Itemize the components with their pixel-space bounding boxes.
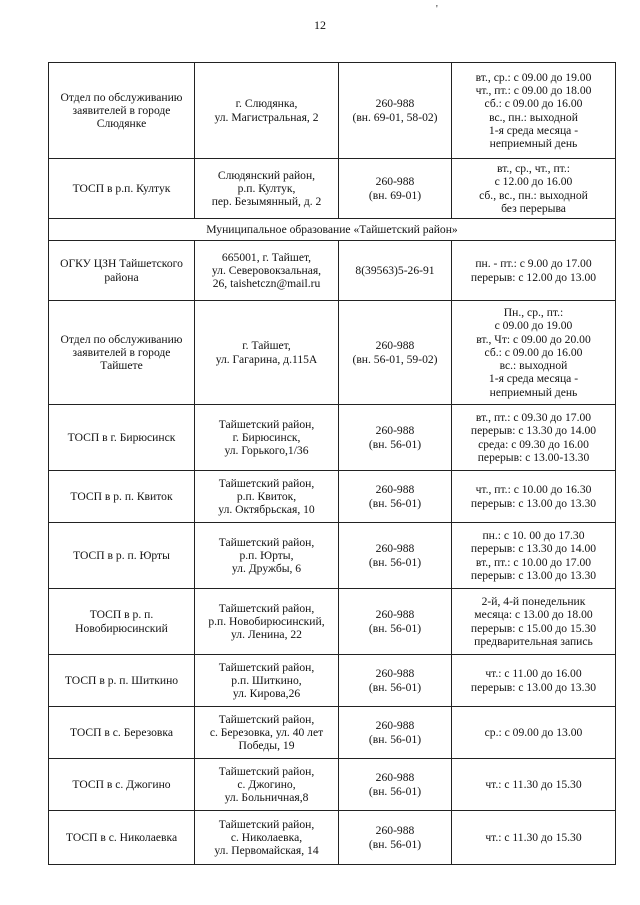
section-header-row: [49, 219, 616, 241]
office-address-line: ул. Кирова,26: [232, 687, 301, 701]
office-address-cell: [195, 63, 339, 159]
office-hours-line: 2-й, 4-й понедельник: [481, 594, 586, 608]
office-row: [49, 301, 616, 405]
office-row: [49, 63, 616, 159]
office-name-line: ТОСП в р. п.: [89, 608, 154, 622]
office-phone-line: 260-988: [375, 175, 415, 189]
office-address-line: ул. Гагарина, д.115А: [215, 352, 318, 366]
office-phone-line: (вн. 56-01, 59-02): [352, 352, 438, 366]
office-phone-cell: [339, 471, 452, 523]
office-address-line: ул. Больничная,8: [224, 791, 309, 805]
office-hours-line: пн.: с 10. 00 до 17.30: [482, 528, 585, 542]
office-hours-line: 1-я среда месяца -: [488, 123, 579, 137]
office-hours-line: перерыв: с 13.00-13.30: [477, 450, 590, 464]
office-hours-line: вт., ср., чт., пт.:: [497, 161, 570, 175]
office-address-line: г. Бирюсинск,: [232, 430, 301, 444]
office-name-line: заявителей в городе: [72, 345, 171, 359]
office-phone-cell: [339, 759, 452, 811]
office-hours-cell: [452, 63, 616, 159]
office-phone-cell: [339, 63, 452, 159]
office-name-cell: [49, 63, 195, 159]
office-hours-line: перерыв: с 13.30 до 14.00: [470, 424, 597, 438]
office-name-cell: [49, 301, 195, 405]
office-address-cell: [195, 707, 339, 759]
office-row: [49, 471, 616, 523]
office-hours-line: вт., пт.: с 09.30 до 17.00: [475, 410, 592, 424]
office-address-cell: [195, 759, 339, 811]
office-phone-line: 260-988: [375, 824, 415, 838]
office-hours-line: неприемный день: [489, 385, 578, 399]
office-hours-line: чт.: с 11.30 до 15.30: [485, 777, 582, 791]
office-phone-line: (вн. 56-01): [368, 784, 422, 798]
office-phone-line: (вн. 56-01): [368, 437, 422, 451]
office-hours-cell: [452, 159, 616, 219]
office-name-cell: [49, 707, 195, 759]
office-hours-line: вт., ср.: с 09.00 до 19.00: [475, 70, 592, 84]
office-address-line: Тайшетский район,: [218, 660, 315, 674]
office-phone-line: (вн. 69-01): [368, 188, 422, 202]
office-row: [49, 811, 616, 865]
office-name-line: ТОСП в с. Николаевка: [65, 830, 178, 844]
office-hours-line: месяца: с 13.00 до 18.00: [474, 608, 593, 622]
office-address-line: пер. Безымянный, д. 2: [211, 195, 322, 209]
office-name-cell: [49, 589, 195, 655]
office-address-cell: [195, 589, 339, 655]
office-phone-line: 260-988: [375, 667, 415, 681]
offices-table: [48, 62, 616, 865]
office-phone-line: 260-988: [375, 542, 415, 556]
office-address-line: ул. Октябрьская, 10: [218, 503, 315, 517]
office-phone-cell: [339, 159, 452, 219]
office-address-line: р.п. Квиток,: [236, 489, 297, 503]
office-hours-line: чт., пт.: с 10.00 до 16.30: [475, 483, 592, 497]
office-name-line: ТОСП в с. Березовка: [69, 725, 174, 739]
office-row: [49, 707, 616, 759]
office-address-line: Тайшетский район,: [218, 817, 315, 831]
office-address-line: ул. Магистральная, 2: [214, 110, 319, 124]
office-row: [49, 655, 616, 707]
office-phone-line: 8(39563)5-26-91: [355, 263, 435, 277]
office-hours-line: перерыв: с 13.00 до 13.30: [470, 680, 597, 694]
office-address-line: Тайшетский район,: [218, 535, 315, 549]
office-phone-line: 260-988: [375, 483, 415, 497]
office-phone-cell: [339, 811, 452, 865]
office-address-line: ул. Дружбы, 6: [231, 562, 302, 576]
office-address-line: р.п. Новобирюсинский,: [208, 614, 325, 628]
office-name-line: ТОСП в г. Бирюсинск: [67, 430, 176, 444]
office-name-line: ТОСП в с. Джогино: [72, 777, 171, 791]
office-hours-line: вс.: выходной: [499, 359, 568, 373]
office-hours-cell: [452, 811, 616, 865]
office-hours-line: перерыв: с 13.00 до 13.30: [470, 568, 597, 582]
office-address-line: Победы, 19: [238, 739, 295, 753]
office-address-line: р.п. Шиткино,: [231, 673, 302, 687]
office-name-line: Тайшете: [100, 359, 143, 373]
office-address-line: ул. Северовокзальная,: [211, 263, 322, 277]
office-address-line: ул. Ленина, 22: [231, 628, 302, 642]
office-hours-cell: [452, 707, 616, 759]
office-hours-cell: [452, 301, 616, 405]
office-address-line: Тайшетский район,: [218, 712, 315, 726]
office-hours-line: перерыв: с 13.30 до 14.00: [470, 542, 597, 556]
office-hours-line: среда: с 09.30 до 16.00: [478, 437, 589, 451]
office-hours-cell: [452, 241, 616, 301]
office-address-line: Тайшетский район,: [218, 601, 315, 615]
office-address-line: Слюдянский район,: [217, 168, 316, 182]
office-address-line: ул. Первомайская, 14: [214, 844, 319, 858]
office-hours-line: перерыв: с 13.00 до 13.30: [470, 496, 597, 510]
section-title: Муниципальное образование «Тайшетский район»: [49, 219, 616, 241]
office-address-line: Тайшетский район,: [218, 476, 315, 490]
office-name-cell: [49, 811, 195, 865]
office-hours-line: без перерыва: [501, 201, 566, 215]
office-phone-line: 260-988: [375, 339, 415, 353]
office-name-cell: [49, 759, 195, 811]
office-phone-line: 260-988: [375, 719, 415, 733]
office-phone-line: (вн. 56-01): [368, 680, 422, 694]
office-address-cell: [195, 159, 339, 219]
office-address-cell: [195, 471, 339, 523]
office-hours-line: перерыв: с 12.00 до 13.00: [470, 270, 597, 284]
office-address-cell: [195, 241, 339, 301]
office-hours-line: сб., вс., пн.: выходной: [479, 188, 588, 202]
office-row: [49, 523, 616, 589]
office-phone-line: (вн. 56-01): [368, 837, 422, 851]
office-address-cell: [195, 523, 339, 589]
office-hours-line: чт.: с 11.00 до 16.00: [485, 667, 582, 681]
office-phone-cell: [339, 655, 452, 707]
office-name-cell: [49, 405, 195, 471]
office-address-line: с. Джогино,: [237, 777, 296, 791]
office-address-cell: [195, 655, 339, 707]
office-row: [49, 405, 616, 471]
office-phone-line: (вн. 56-01): [368, 732, 422, 746]
office-hours-cell: [452, 655, 616, 707]
office-name-line: Слюдянке: [96, 117, 147, 131]
office-name-line: Новобирюсинский: [75, 621, 168, 635]
office-hours-line: предварительная запись: [474, 634, 593, 648]
office-hours-cell: [452, 759, 616, 811]
office-hours-cell: [452, 523, 616, 589]
office-hours-line: сб.: с 09.00 до 16.00: [484, 345, 583, 359]
office-phone-line: (вн. 56-01): [368, 621, 422, 635]
page-number: 12: [314, 18, 326, 32]
office-hours-line: вт., пт.: с 10.00 до 17.00: [475, 555, 592, 569]
office-name-line: Отдел по обслуживанию: [60, 332, 183, 346]
office-name-cell: [49, 241, 195, 301]
office-hours-line: неприемный день: [489, 137, 578, 151]
office-name-line: района: [104, 270, 139, 284]
office-address-line: г. Тайшет,: [242, 339, 291, 353]
office-address-cell: [195, 405, 339, 471]
office-address-line: с. Березовка, ул. 40 лет: [209, 725, 324, 739]
office-row: [49, 241, 616, 301]
office-hours-line: вс., пн.: выходной: [489, 110, 578, 124]
office-address-line: с. Николаевка,: [230, 830, 303, 844]
office-address-line: Тайшетский район,: [218, 417, 315, 431]
office-phone-line: (вн. 56-01): [368, 496, 422, 510]
office-phone-cell: [339, 707, 452, 759]
office-hours-cell: [452, 471, 616, 523]
office-name-line: ТОСП в р. п. Юрты: [73, 548, 170, 562]
office-name-line: ТОСП в р. п. Квиток: [70, 489, 173, 503]
office-phone-cell: [339, 301, 452, 405]
office-address-line: ул. Горького,1/36: [224, 444, 309, 458]
office-address-line: Тайшетский район,: [218, 764, 315, 778]
office-phone-line: 260-988: [375, 424, 415, 438]
office-hours-line: 1-я среда месяца -: [488, 372, 579, 386]
office-hours-line: чт., пт.: с 09.00 до 18.00: [475, 83, 592, 97]
office-phone-line: 260-988: [375, 608, 415, 622]
office-address-line: р.п. Култук,: [237, 181, 296, 195]
office-hours-line: чт.: с 11.30 до 15.30: [485, 830, 582, 844]
office-phone-line: 260-988: [375, 771, 415, 785]
page-mark: ': [436, 4, 438, 15]
office-hours-line: сб.: с 09.00 до 16.00: [484, 97, 583, 111]
office-phone-line: (вн. 69-01, 58-02): [352, 110, 438, 124]
office-hours-cell: [452, 405, 616, 471]
office-address-cell: [195, 811, 339, 865]
office-phone-cell: [339, 523, 452, 589]
office-address-line: 26, taishetczn@mail.ru: [212, 277, 321, 291]
office-hours-cell: [452, 589, 616, 655]
office-hours-line: перерыв: с 15.00 до 15.30: [470, 621, 597, 635]
office-hours-line: ср.: с 09.00 до 13.00: [484, 725, 583, 739]
office-hours-line: с 12.00 до 16.00: [494, 175, 573, 189]
office-name-cell: [49, 523, 195, 589]
office-name-line: ОГКУ ЦЗН Тайшетского: [60, 257, 183, 271]
office-phone-cell: [339, 241, 452, 301]
office-phone-line: 260-988: [375, 97, 415, 111]
office-hours-line: пн. - пт.: с 9.00 до 17.00: [475, 257, 592, 271]
office-phone-line: (вн. 56-01): [368, 555, 422, 569]
office-hours-line: вт., Чт: с 09.00 до 20.00: [476, 332, 591, 346]
office-address-cell: [195, 301, 339, 405]
offices-table-body: [49, 63, 616, 865]
office-row: [49, 759, 616, 811]
office-address-line: 665001, г. Тайшет,: [221, 250, 312, 264]
office-row: [49, 589, 616, 655]
office-hours-line: с 09.00 до 19.00: [494, 319, 573, 333]
office-name-cell: [49, 471, 195, 523]
office-address-line: р.п. Юрты,: [239, 548, 294, 562]
office-phone-cell: [339, 405, 452, 471]
office-address-line: г. Слюдянка,: [235, 97, 298, 111]
office-name-line: заявителей в городе: [72, 103, 171, 117]
office-name-cell: [49, 159, 195, 219]
office-name-line: ТОСП в р.п. Култук: [72, 181, 171, 195]
office-name-line: ТОСП в р. п. Шиткино: [64, 673, 179, 687]
office-phone-cell: [339, 589, 452, 655]
office-name-cell: [49, 655, 195, 707]
office-name-line: Отдел по обслуживанию: [60, 90, 183, 104]
office-hours-line: Пн., ср., пт.:: [503, 305, 564, 319]
office-row: [49, 159, 616, 219]
